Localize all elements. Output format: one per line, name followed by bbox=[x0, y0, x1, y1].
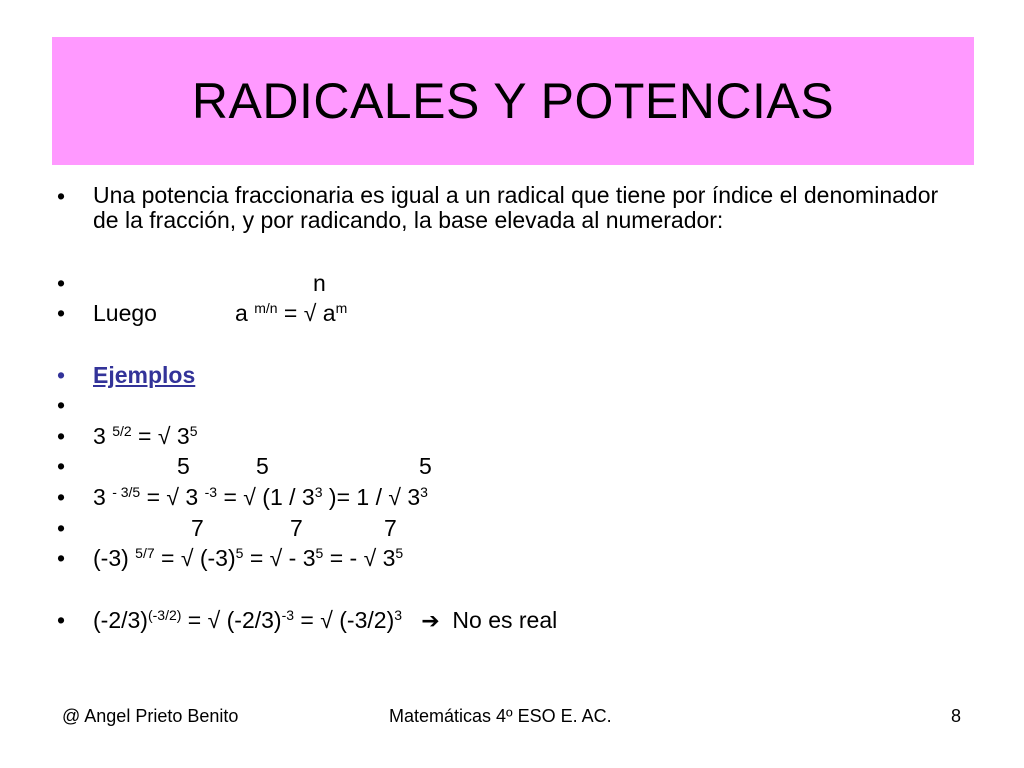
ejemplos-link[interactable]: Ejemplos bbox=[93, 362, 196, 388]
bullet: • bbox=[57, 270, 66, 296]
root-index: 7 bbox=[191, 515, 204, 541]
rule-root: = √ a bbox=[277, 300, 336, 326]
rule-exp-frac: m/n bbox=[254, 300, 278, 316]
bullet: • bbox=[57, 484, 66, 510]
bullet: • bbox=[57, 300, 66, 326]
slide-title: RADICALES Y POTENCIAS bbox=[191, 73, 835, 129]
root-index: n bbox=[313, 270, 326, 296]
footer-page-number: 8 bbox=[951, 706, 962, 726]
example-1-formula: 3 $^{5/2}$ = √ $3^5$ bbox=[93, 423, 198, 449]
result-text: No es real bbox=[452, 607, 558, 633]
root-index: 5 bbox=[177, 453, 190, 479]
root-index: 7 bbox=[384, 515, 397, 541]
bullet: • bbox=[57, 545, 66, 571]
example-3-formula: (-3) $^{5/7}$ = √ $(-3)^5$ = √ - $3^5$ = - √ $3^5$ bbox=[93, 545, 404, 571]
rule-exp-m: m bbox=[335, 300, 348, 316]
intro-text: Una potencia fraccionaria es igual a un radical que tiene por índice el denominador de la fracción, y por radicando, la base elevada al numerador: bbox=[93, 182, 939, 233]
example-4-formula: $(-2/3)^{(-3/2)}$ = √ $(-2/3)^{-3}$ = √ $(-3/2)^3$ ➔ No es real bbox=[93, 607, 558, 634]
arrow-right-icon: ➔ bbox=[421, 609, 440, 634]
bullet: • bbox=[57, 183, 66, 209]
bullet: • bbox=[57, 362, 66, 388]
bullet: • bbox=[57, 392, 66, 418]
bullet: • bbox=[57, 453, 66, 479]
root-index: 5 bbox=[419, 453, 432, 479]
footer-course: Matemáticas 4º ESO E. AC. bbox=[389, 706, 612, 726]
title-banner bbox=[52, 37, 974, 165]
root-index: 5 bbox=[256, 453, 269, 479]
bullet: • bbox=[57, 607, 66, 633]
bullet: • bbox=[57, 515, 66, 541]
luego-label: Luego bbox=[93, 300, 157, 326]
rule-formula bbox=[235, 300, 347, 326]
bullet: • bbox=[57, 423, 66, 449]
footer-author: @ Angel Prieto Benito bbox=[62, 706, 239, 726]
root-index: 7 bbox=[290, 515, 303, 541]
rule-base: a bbox=[235, 300, 248, 326]
example-2-formula: 3 $^{- 3/5}$ = √ 3 $^{-3}$ = √ ($1 / 3^3$ )= 1 / √ $3^3$ bbox=[93, 484, 428, 510]
